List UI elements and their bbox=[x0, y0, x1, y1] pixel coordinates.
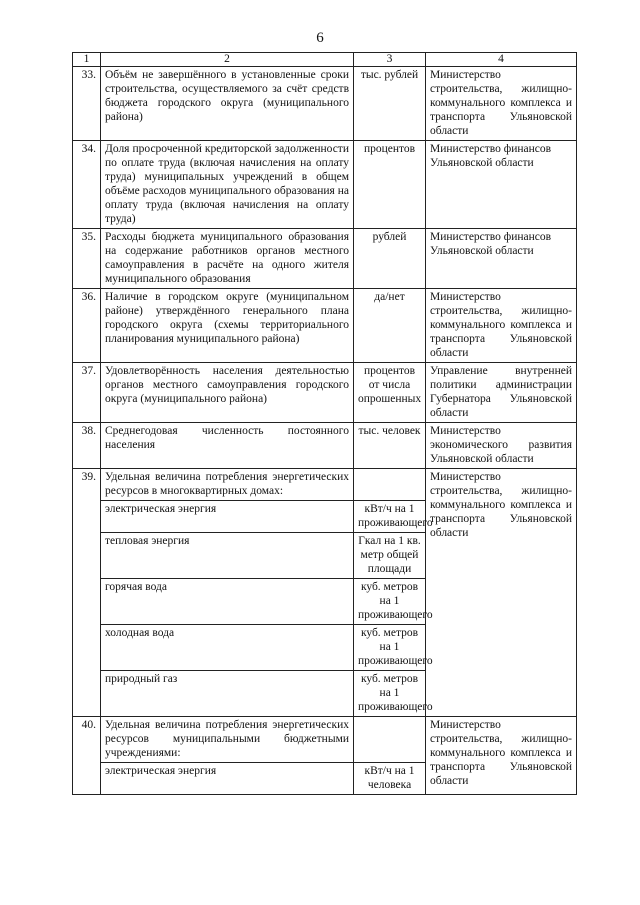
unit-cell: тыс. человек bbox=[354, 423, 426, 469]
table-row bbox=[73, 67, 577, 141]
responsible-org: Министерство строительства, жилищно-коммунального комплекса и транспорта Ульяновской области bbox=[426, 67, 577, 141]
sub-indicator-name: горячая вода bbox=[101, 579, 354, 625]
table-row bbox=[73, 289, 577, 363]
row-number: 39. bbox=[73, 469, 101, 717]
header-col-1: 1 bbox=[73, 53, 101, 67]
unit-cell: тыс. рублей bbox=[354, 67, 426, 141]
indicator-name: Доля просроченной кредиторской задолженности по оплате труда (включая начисления на оплату труда) муниципальных учреждений в общем объёме расходов муниципального образования на оплату труда (включая начисления на оплату труда) bbox=[101, 141, 354, 229]
table-row bbox=[73, 229, 577, 289]
sub-indicator-name: электрическая энергия bbox=[101, 763, 354, 795]
unit-cell: кВт/ч на 1 человека bbox=[354, 763, 426, 795]
header-col-4: 4 bbox=[426, 53, 577, 67]
page-number: 6 bbox=[316, 30, 324, 46]
responsible-org: Министерство строительства, жилищно-коммунального комплекса и транспорта Ульяновской области bbox=[426, 717, 577, 795]
unit-cell bbox=[354, 469, 426, 501]
sub-indicator-name: холодная вода bbox=[101, 625, 354, 671]
responsible-org: Министерство строительства, жилищно-коммунального комплекса и транспорта Ульяновской области bbox=[426, 469, 577, 717]
unit-cell: да/нет bbox=[354, 289, 426, 363]
row-number: 37. bbox=[73, 363, 101, 423]
indicator-name: Удельная величина потребления энергетических ресурсов муниципальными бюджетными учреждениями: bbox=[101, 717, 354, 763]
table-row bbox=[73, 717, 577, 763]
header-col-2: 2 bbox=[101, 53, 354, 67]
unit-cell bbox=[354, 717, 426, 763]
indicator-name: Удовлетворённость населения деятельностью органов местного самоуправления городского округа (муниципального района) bbox=[101, 363, 354, 423]
indicator-name: Среднегодовая численность постоянного населения bbox=[101, 423, 354, 469]
row-number: 40. bbox=[73, 717, 101, 795]
responsible-org: Министерство финансов Ульяновской области bbox=[426, 141, 577, 229]
row-number: 36. bbox=[73, 289, 101, 363]
responsible-org: Министерство экономического развития Ульяновской области bbox=[426, 423, 577, 469]
row-number: 33. bbox=[73, 67, 101, 141]
indicator-name: Наличие в городском округе (муниципальном районе) утверждённого генерального плана городского округа (схемы территориального планирования муниципального района) bbox=[101, 289, 354, 363]
header-col-3: 3 bbox=[354, 53, 426, 67]
row-number: 35. bbox=[73, 229, 101, 289]
unit-cell: процентов bbox=[354, 141, 426, 229]
unit-cell: Гкал на 1 кв. метр общей площади bbox=[354, 533, 426, 579]
table-header-row bbox=[73, 53, 577, 67]
sub-indicator-name: электрическая энергия bbox=[101, 501, 354, 533]
responsible-org: Министерство строительства, жилищно-коммунального комплекса и транспорта Ульяновской области bbox=[426, 289, 577, 363]
indicator-name: Удельная величина потребления энергетических ресурсов в многоквартирных домах: bbox=[101, 469, 354, 501]
row-number: 38. bbox=[73, 423, 101, 469]
indicator-name: Расходы бюджета муниципального образования на содержание работников органов местного самоуправления в расчёте на одного жителя муниципального образования bbox=[101, 229, 354, 289]
sub-indicator-name: природный газ bbox=[101, 671, 354, 717]
unit-cell: куб. метров на 1 проживающего bbox=[354, 625, 426, 671]
table-row bbox=[73, 469, 577, 501]
responsible-org: Управление внутренней политики администрации Губернатора Ульяновской области bbox=[426, 363, 577, 423]
table-row bbox=[73, 423, 577, 469]
table-row bbox=[73, 363, 577, 423]
row-number: 34. bbox=[73, 141, 101, 229]
unit-cell: процентов от числа опрошенных bbox=[354, 363, 426, 423]
responsible-org: Министерство финансов Ульяновской области bbox=[426, 229, 577, 289]
indicators-table bbox=[72, 52, 577, 795]
unit-cell: куб. метров на 1 проживающего bbox=[354, 579, 426, 625]
unit-cell: куб. метров на 1 проживающего bbox=[354, 671, 426, 717]
unit-cell: рублей bbox=[354, 229, 426, 289]
indicator-name: Объём не завершённого в установленные сроки строительства, осуществляемого за счёт средств бюджета городского округа (муниципального района) bbox=[101, 67, 354, 141]
table-row bbox=[73, 141, 577, 229]
unit-cell: кВт/ч на 1 проживающего bbox=[354, 501, 426, 533]
sub-indicator-name: тепловая энергия bbox=[101, 533, 354, 579]
